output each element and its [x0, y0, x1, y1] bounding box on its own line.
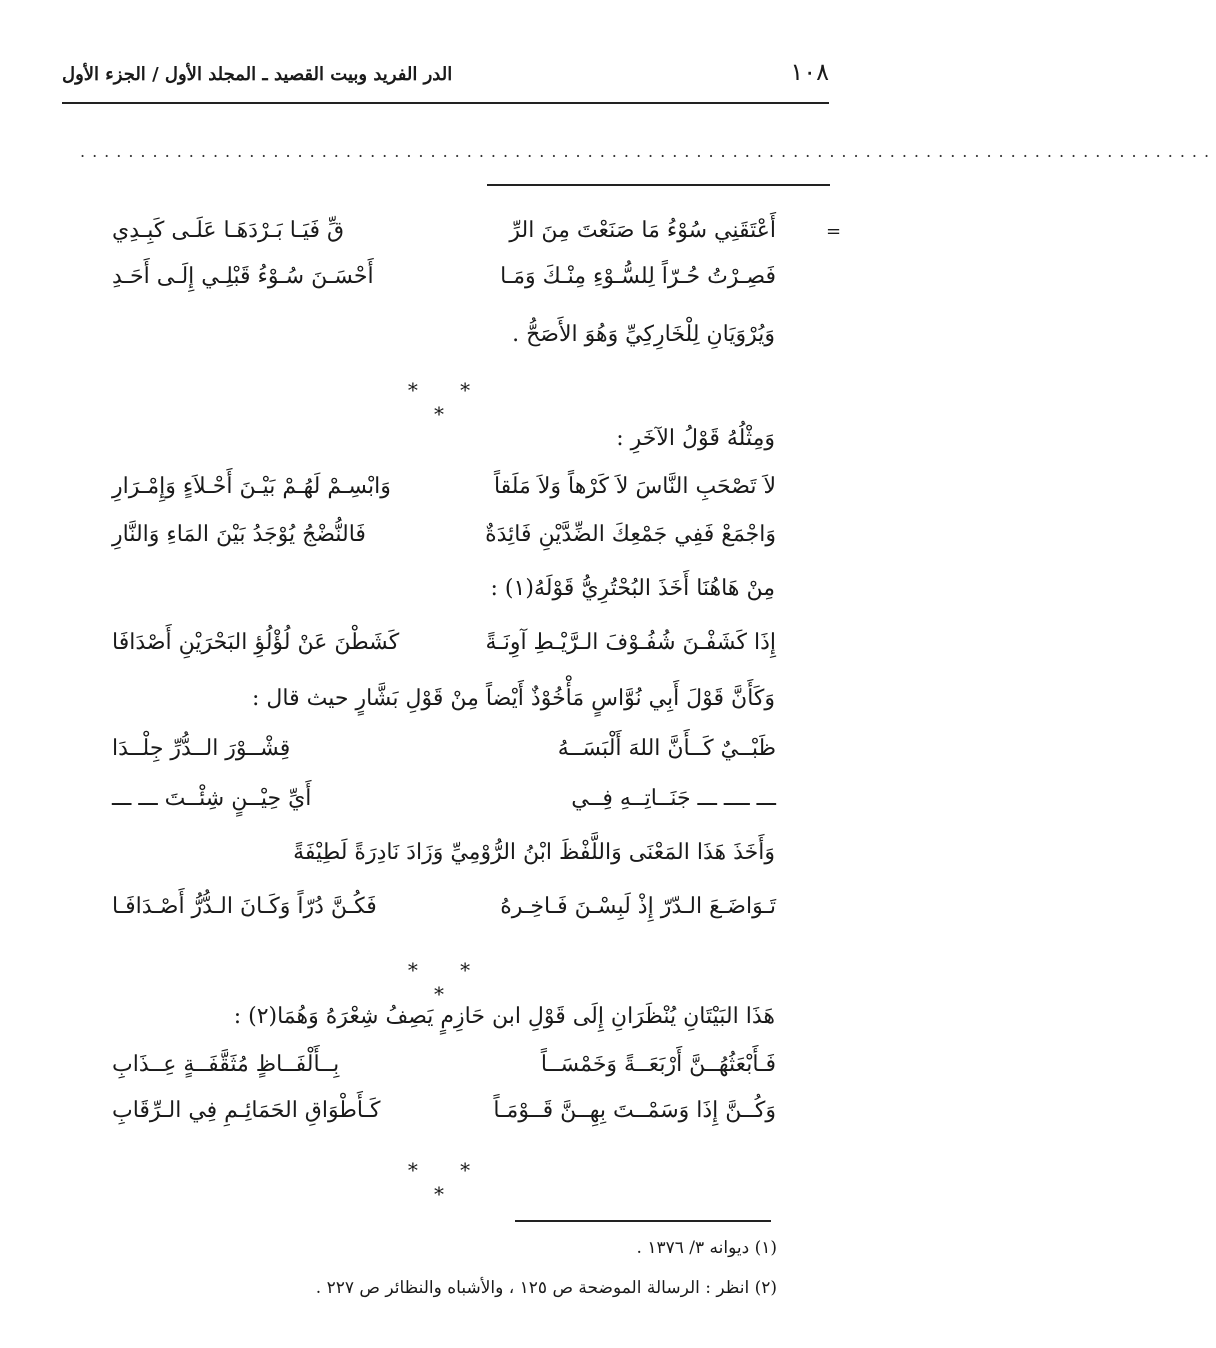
verse — [112, 1052, 776, 1092]
prose-line: وَأَخَذَ هَذَا المَعْنَى وَاللَّفْظَ ابْنُ الرُّوْمِيِّ وَزَادَ نَادِرَةً لَطِيْفَةً — [293, 840, 775, 865]
verse — [112, 786, 776, 826]
page-number: ١٠٨ — [790, 58, 829, 86]
dotted-separator: .............................................................................................. — [80, 142, 1216, 161]
verse — [112, 736, 776, 776]
prose-line: مِنْ هَاهُنَا أَخَذَ البُحْتُرِيُّ قَوْلَهُ(١) : — [490, 576, 775, 601]
intro-line: هَذَا البَيْتَانِ يُنْظَرَانِ إِلَى قَوْلِ ابن حَازِمٍ يَصِفُ شِعْرَهُ وَهُمَا(٢) : — [233, 1004, 775, 1029]
section-stars: * * * — [407, 378, 489, 426]
verse-second-hemistich: قِشْــوْرَ الــدُّرِّ جِلْــدَا — [112, 736, 291, 761]
continuation-mark: = — [826, 221, 842, 242]
attribution-note: وَيُرْوَيَانِ لِلْخَارِكِيِّ وَهُوَ الأَصَحُّ . — [512, 322, 775, 347]
verse-first-hemistich: ظَبْــيٌ كَــأَنَّ اللهَ أَلْبَسَــهُ — [557, 736, 776, 761]
verse-first-hemistich: فَـأَبْعَثُهُــنَّ أَرْبَعَــةً وَخَمْسَــاً — [540, 1052, 776, 1077]
verse — [112, 474, 776, 514]
section-stars: * * * — [407, 1158, 489, 1206]
verse — [112, 630, 776, 670]
prose-line: وَكَأَنَّ قَوْلَ أَبِي نُوَّاسٍ مَأْخُوْذٌ أَيْضاً مِنْ قَوْلِ بَشَّارٍ حيث قال : — [252, 686, 775, 711]
page-header — [62, 58, 829, 92]
verse — [112, 522, 776, 562]
verse-first-hemistich: وَكُــنَّ إِذَا وَسَمْــتَ بِهِــنَّ قَــوْمَـاً — [493, 1098, 776, 1123]
continuation-rule — [487, 184, 830, 186]
verse-second-hemistich: وَابْسِـمْ لَهُـمْ بَيْـنَ أَحْـلاَءٍ وَإِمْـرَارِ — [112, 474, 391, 499]
running-title: الدر الفريد وبيت القصيد ـ المجلد الأول / الجزء الأول — [62, 64, 453, 85]
verse-second-hemistich: كَشَطْنَ عَنْ لُؤْلُؤِ البَحْرَيْنِ أَصْدَافَا — [112, 630, 400, 655]
verse-first-hemistich: تَـوَاضَـعَ الـدّرّ إِذْ لَبِسْـنَ فَـاخِـرهُ — [500, 894, 776, 919]
verse-second-hemistich: أَحْسَـنَ سُـوْءُ قَبْلِـي إِلَـى أَحَـدِ — [112, 264, 374, 289]
verse — [112, 218, 776, 258]
verse-second-hemistich: فَكُـنَّ دُرّاً وَكَـانَ الـدُّرُّ أَصْـدَافَـا — [112, 894, 377, 919]
verse-second-hemistich: فَالنُّضْجُ يُوْجَدُ بَيْنَ المَاءِ وَالنَّارِ — [112, 522, 366, 547]
verse-second-hemistich: قِّ فَيَـا بَـرْدَهَـا عَلَـى كَبِـدِي — [112, 218, 345, 243]
verse-first-hemistich: إِذَا كَشَفْـنَ شُفُـوْفَ الـرَّيْـطِ آوِنَـةً — [485, 630, 776, 655]
intro-line: وَمِثْلُهُ قَوْلُ الآخَرِ : — [616, 426, 775, 451]
footnote: (٢) انظر : الرسالة الموضحة ص ١٢٥ ، والأشباه والنظائر ص ٢٢٧ . — [315, 1278, 777, 1298]
header-rule — [62, 102, 829, 104]
verse-first-hemistich: ـــ ــــ ـــ جَنَــاتِــهِ فِــي — [571, 786, 776, 811]
verse-second-hemistich: أَيِّ حِيْــنٍ شِئْــتَ ـــ ـــ — [112, 786, 312, 811]
verse — [112, 1098, 776, 1138]
footnote-rule — [515, 1220, 771, 1222]
verse — [112, 894, 776, 934]
verse-first-hemistich: لاَ تَصْحَبِ النَّاسَ لاَ كَرْهاً وَلاَ مَلَقاً — [493, 474, 776, 499]
footnote: (١) ديوانه ٣/ ١٣٧٦ . — [636, 1238, 777, 1258]
section-stars: * * * — [407, 958, 489, 1006]
verse — [112, 264, 776, 304]
verse-second-hemistich: كَـأَطْوَاقِ الحَمَائِـمِ فِي الـرِّقَابِ — [112, 1098, 381, 1123]
verse-first-hemistich: فَصِـرْتُ حُـرّاً لِلسُّـوْءِ مِنْـكَ وَمَـا — [500, 264, 776, 289]
verse-first-hemistich: أَعْتَقَنِي سُوْءُ مَا صَنَعْتَ مِنَ الرِّ — [509, 218, 776, 243]
verse-second-hemistich: بِــأَلْفَــاظٍ مُثَقَّفَــةٍ عِــذَابِ — [112, 1052, 340, 1077]
verse-first-hemistich: وَاجْمَعْ فَفِي جَمْعِكَ الضِّدَّيْنِ فَائِدَةٌ — [485, 522, 776, 547]
